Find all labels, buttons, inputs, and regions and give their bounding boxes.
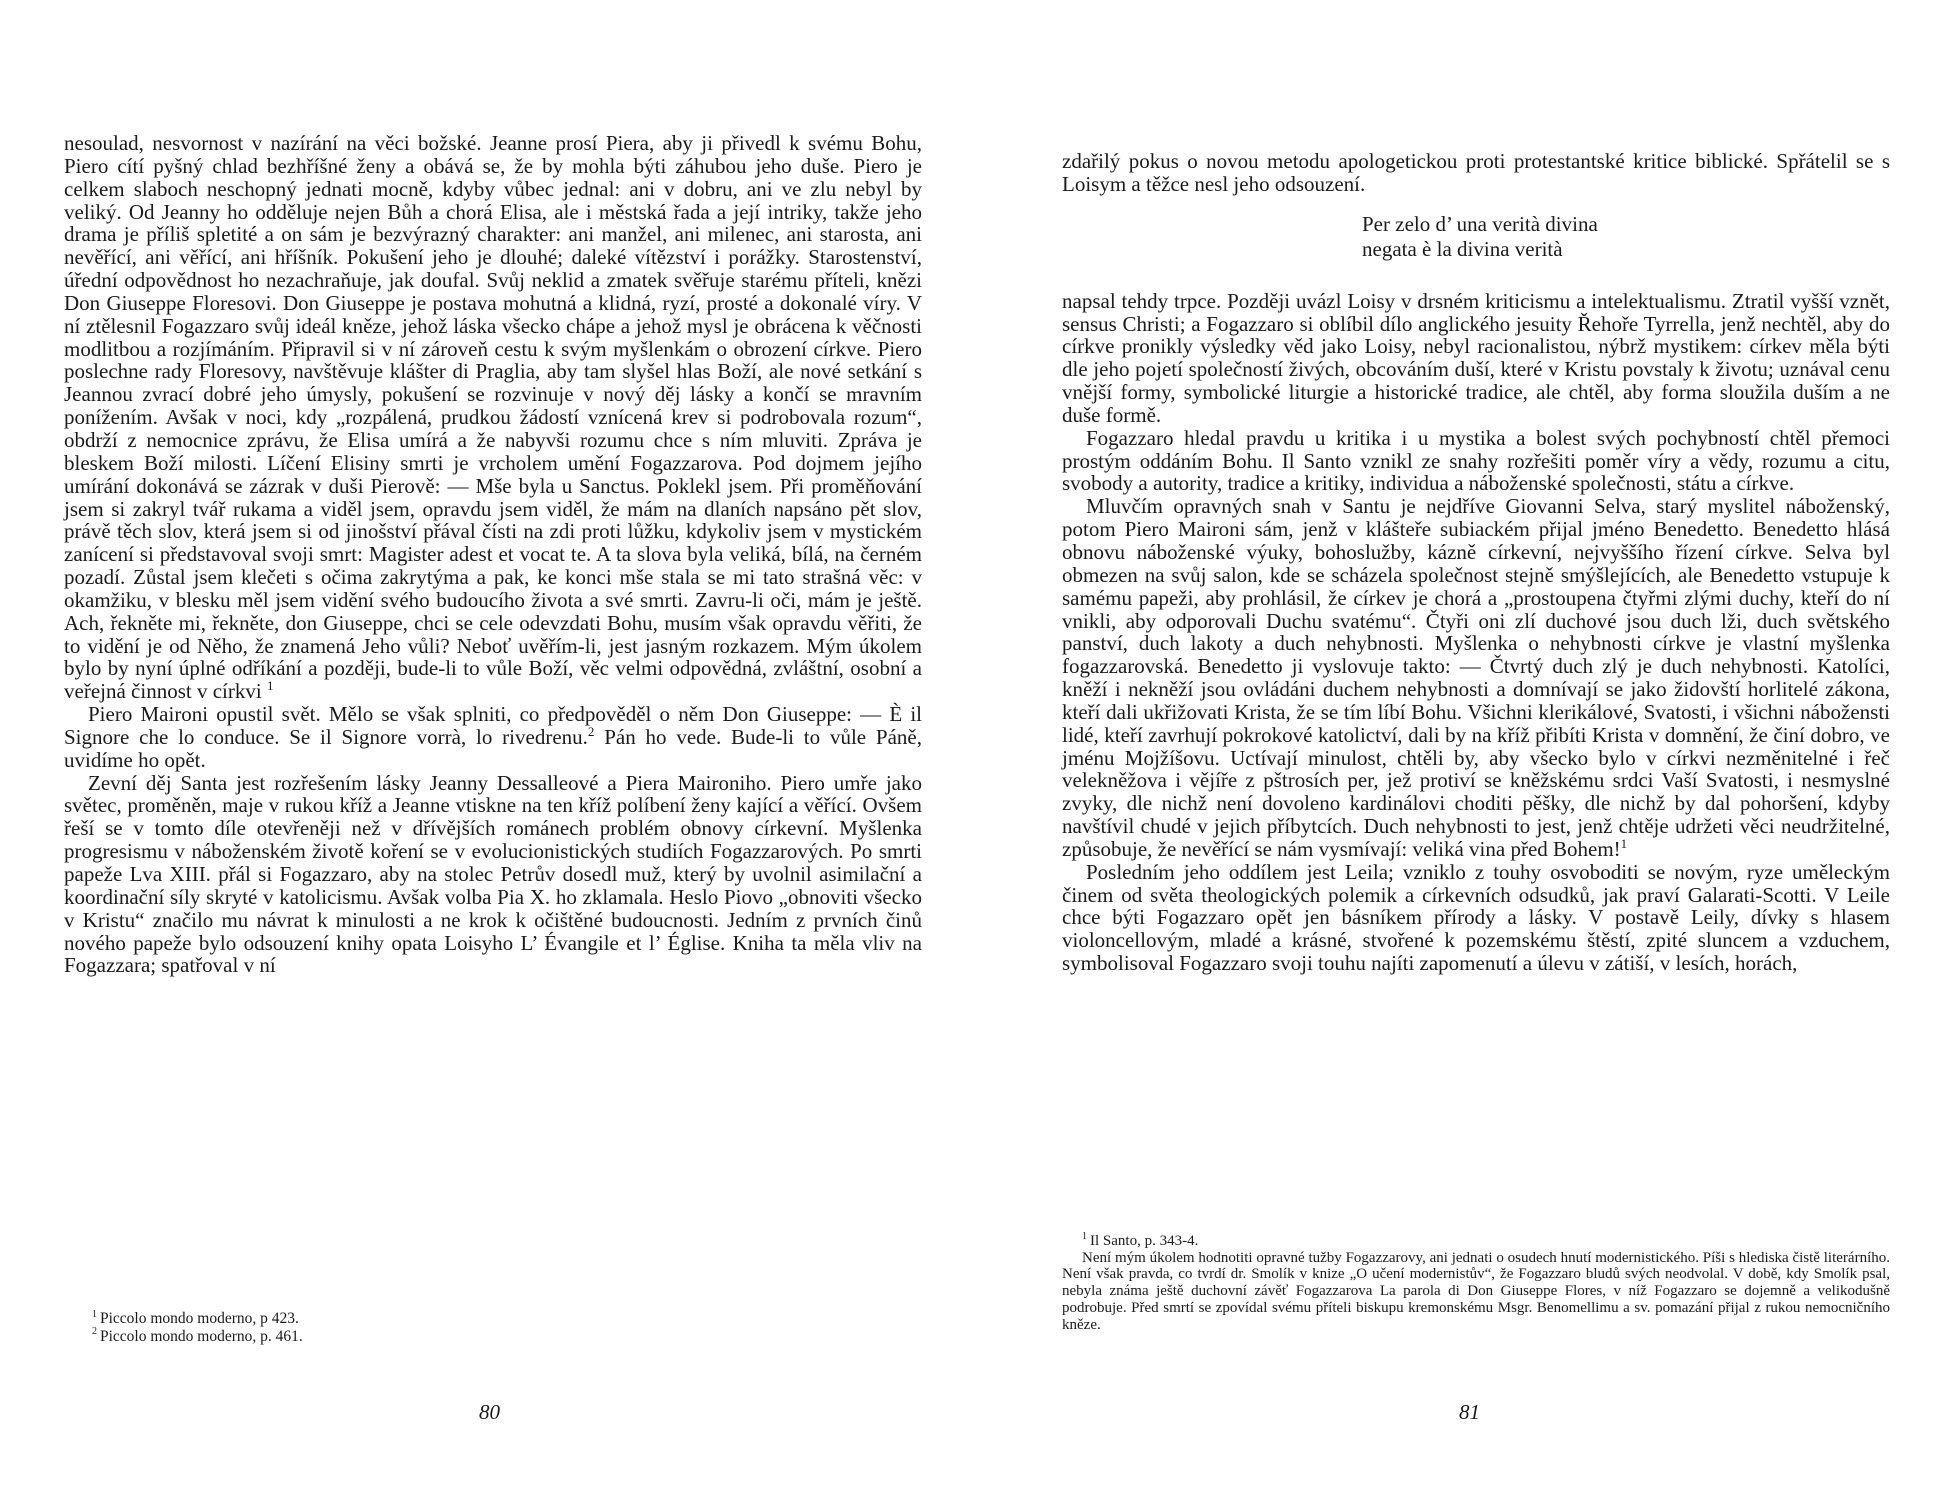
paragraph: Posledním jeho oddílem jest Leila; vzniklo z touhy osvoboditi se novým, ryze uměleckým činem od světa theologických polemik a církevních odsudků, jak praví Galarati-Scotti. V Leile chce býti Fogazzaro opět jen básníkem přírody a lásky. V postavě Leily, dívky s hlasem violoncellovým, mladé a krásné, stvořené k pozemskému štěstí, zpité sluncem a vzduchem, symbolisoval Fogazzaro svoji touhu najíti zapomenutí a úlevu v zátiší, v lesích, horách, [1062,859,1890,976]
verse-quote [1362,212,1890,262]
footnote: $^1$ Piccolo mondo moderno, p 423. [92,1308,299,1327]
left-footnotes [92,1310,592,1345]
page-number: 81 [1459,1400,1480,1424]
footnote-ref: 1 [1620,835,1628,851]
verse-line: negata è la divina verità [1362,236,1563,261]
paragraph: zdařilý pokus o novou metodu apologetickou proti protestantské kritice biblické. Spřátelil se s Loisym a těžce nesl jeho odsouzení. [1062,149,1890,196]
paragraph: napsal tehdy trpce. Později uvázl Loisy v drsném kriticismu a intelektualismu. Ztratil vyšší vznět, sensus Christi; a Fogazzaro si oblíbil dílo anglického jesuity Řehoře Tyrrella, jenž nechtěl, aby do církve pronikly výsledky věd jako Loisy, nebyl racionalistou, nýbrž mystikem: církev měla býti dle jeho pojetí společností živých, obcováním duší, které v Kristu povstaly k životu; uznával cenu vnější formy, symbolické liturgie a historické tradice, ale chtěl, aby forma sloužila duším a ne duše formě. [1062,288,1890,427]
right-body-text [1062,150,1890,975]
footnote-ref: 2 [587,723,595,739]
left-body-text [64,132,922,977]
footnote: $^1$ Il Santo, p. 343-4. [1082,1231,1199,1249]
paragraph: Zevní děj Santa jest rozřešením lásky Jeanny Dessalleové a Piera Maironiho. Piero umře jako světec, proměněn, maje v rukou kříž a Jeanne vtiskne na ten kříž políbení ženy kající a věřící. Ovšem řeší se v tomto díle otevřeněji než v dřívějších románech problém obnovy církevní. Myšlenka progresismu v náboženském životě koření se v evolucionistických studiích Fogazzarových. Po smrti papeže Lva XIII. přál si Fogazzaro, aby na stolec Petrův dosedl muž, který by uvolnil asimilační a koordinační síly skryté v katolicismu. Avšak volba Pia X. ho zklamala. Heslo Piovo „obnoviti všecko v Kristu“ značilo mu návrat k minulosti a ne krok k očištěné budoucnosti. Jedním z prvních činů nového papeže bylo odsouzení knihy opata Loisyho L’ Évangile et l’ Église. Kniha ta měla vliv na Fogazzara; spatřoval v ní [64,770,922,978]
footnote-ref: 1 [266,678,274,694]
paragraph: Fogazzaro hledal pravdu u kritika i u mystika a bolest svých pochybností chtěl přemoci prostým oddáním Bohu. Il Santo vznikl ze snahy rozřešiti poměr víry a vědy, rozumu a citu, svobody a autority, tradice a kritiky, individua a náboženské společnosti, státu a církve. [1062,425,1890,496]
paragraph: Piero Maironi opustil svět. Mělo se však splniti, co předpověděl o něm Don Giuseppe: — È il Signore che lo conduce. Se il Signore vorrà, lo rivedrenu.$^2$ Pán ho vede. Bude-li to vůle Páně, uvidíme ho opět. [64,702,922,772]
footnote-number: 1 [92,1308,97,1320]
right-footnotes [1062,1233,1890,1333]
page-number: 80 [479,1400,500,1424]
footnote: $^2$ Piccolo mondo moderno, p. 461. [92,1326,303,1345]
right-page [974,0,1948,1500]
verse-line: Per zelo d’ una verità divina [1362,211,1598,236]
paragraph: nesoulad, nesvornost v nazírání na věci božské. Jeanne prosí Piera, aby ji přivedl k svému Bohu, Piero cítí pyšný chlad bezhříšné ženy a obává se, že by mohla býti záhubou jeho duše. Piero je celkem slaboch neschopný jednati mocně, kdyby vůbec jednal: ani v dobru, ani ve zlu nebyl by veliký. Od Jeanny ho odděluje nejen Bůh a chorá Elisa, ale i městská řada a její intriky, takže jeho drama je příliš spletité a on sám je bezvýrazný charakter: ani manžel, ani milenec, ani starosta, ani nevěřící, ani věřící, ani hříšník. Pokušení jeho je dlouhé; daleké vítězství i porážky. Starostenství, úřední odpovědnost ho nezachraňuje, jak doufal. Svůj neklid a zmatek svěřuje starému příteli, knězi Don Giuseppe Floresovi. Don Giuseppe je postava mohutná a klidná, ryzí, prosté a dokonalé víry. V ní ztělesnil Fogazzaro svůj ideál kněze, jehož láska všecko chápe a jehož mysl je obrácena k věčnosti modlitbou a rozjímáním. Připravil si v ní zároveň cestu k svým myšlenkám o obrození církve. Piero poslechne rady Floresovy, navštěvuje klášter di Praglia, aby tam slyšel hlas Boží, ale nové setkání s Jeannou zvrací dobré jeho úmysly, pokušení se rozvinuje v nový děj lásky a končí se mravním ponížením. Avšak v noci, kdy „rozpálená, prudkou žádostí vznícená krev si podrobovala rozum“, obdrží z nemocnice zprávu, že Elisa umírá a že nabyvši rozumu chce s ním mluviti. Zpráva je bleskem Boží milosti. Líčení Elisiny smrti je vrcholem umění Fogazzarova. Pod dojmem jejího umírání dokonává se zázrak v duši Pierově: — Mše byla u Sanctus. Poklekl jsem. Při proměňování jsem si zakryl tvář rukama a viděl jsem, opravdu jsem viděl, že mám na dlaních napsáno pět slov, právě těch slov, která jsem si od jinošství přával čísti na zdi proti lůžku, kdykoliv jsem v mystickém zanícení si představoval svoji smrt: Magister adest et vocat te. A ta slova byla veliká, bílá, na černém pozadí. Zůstal jsem klečeti s očima zakrytýma a pak, ke konci mše stala se mi tato strašná věc: v okamžiku, v blesku měl jsem vidění svého budoucího života a své smrti. Zavru-li oči, mám je ještě. Ach, řekněte mi, řekněte, don Giuseppe, chci se cele odevzdati Bohu, musím však opravdu věřiti, že to vidění je od Něho, že znamená Jeho vůli? Neboť uvěřím-li, jest jasným rozkazem. Mým úkolem bylo by nyní úplné odříkání a později, bude-li to vůle Boží, věc velmi odpovědná, zvláštní, osobní a veřejná činnost v církvi $^1$ [64,131,922,704]
footnote-number: 1 [1082,1231,1087,1242]
footnote: Není mým úkolem hodnotiti opravné tužby Fogazzarovy, ani jednati o osudech hnutí modernistického. Píši s hlediska čistě literárního. Není však pravda, co tvrdí dr. Smolík v knize „O učení modernistův“, že Fogazzaro bludů svých neodvolal. V době, kdy Smolík psal, nebyla známa ještě duchovní závěť Fogazzarova La parola di Don Giuseppe Flores, v níž Fogazzaro se dojemně a velikodušně podrobuje. Před smrtí se zpovídal svému příteli biskupu kremonskému Msgr. Benomellimu a sv. pomazání přijal z rukou nemocničního kněze. [1062,1249,1890,1333]
footnote-number: 2 [92,1326,97,1338]
paragraph: Mluvčím opravných snah v Santu je nejdříve Giovanni Selva, starý myslitel náboženský, potom Piero Maironi sám, jenž v klášteře subiackém přijal jméno Benedetto. Benedetto hlásá obnovu náboženské výuky, bohoslužby, kázně církevní, nejvyššího řízení církve. Selva byl obmezen na svůj salon, kde se scházela společnost stejně smýšlejících, ale Benedetto vstupuje k samému papeži, aby prohlásil, že církev je chorá a „prostoupena čtyřmi zlými duchy, kteří do ní vnikli, aby odporovali Duchu svatému“. Čtyři oni zlí duchové jsou duch lži, duch světského panství, duch lakoty a duch nehybnosti. Myšlenka o nehybnosti církve je vlastní myšlenka fogazzarovská. Benedetto ji vyslovuje takto: — Čtvrtý duch zlý je duch nehybnosti. Katolíci, kněží i nekněží jsou ovládáni duchem nehybnosti a domnívají se jako židovští horlitelé zákona, kteří dali ukřižovati Krista, že se tím líbí Bohu. Všichni klerikálové, Svatosti, i všichni nábožensti lidé, kteří zavrhují pokrokové katolictví, dali by na kříž přibíti Krista v domnění, že činí dobro, ve jménu Mojžíšovu. Uctívají minulost, chtěli by, aby všecko bylo v církvi nezměnitelné i řeč velekněžova i vějíře z pštrosích per, jež protiví se kněžskému srdci Vaší Svatosti, i nesmyslné zvyky, dle nichž není dovoleno kardinálovi choditi pěšky, dle nichž by dal pohoršení, kdyby navštívil chudé v jejich příbytcích. Duch nehybnosti to jest, jenž chtěje udržeti věci neudržitelné, způsobuje, že nevěřící se nám vysmívají: veliká vina před Bohem!$^1$ [1062,494,1890,861]
